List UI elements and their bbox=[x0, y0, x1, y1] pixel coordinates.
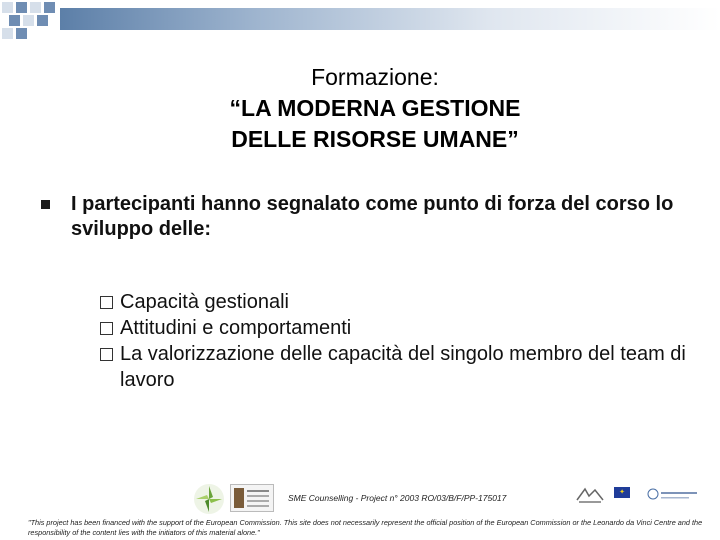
square-bullet-icon bbox=[41, 200, 50, 209]
checkbox-bullet-icon bbox=[100, 296, 113, 309]
checkbox-bullet-icon bbox=[100, 348, 113, 361]
footer-logo-bar bbox=[190, 482, 710, 516]
main-bullet-text: I partecipanti hanno segnalato come punto di forza del corso lo sviluppo delle: bbox=[71, 193, 674, 240]
list-item bbox=[100, 289, 700, 315]
main-bullet bbox=[40, 192, 680, 242]
leaf-logo-icon bbox=[192, 482, 226, 516]
list-item bbox=[100, 315, 700, 341]
partner-logo-icon bbox=[230, 484, 274, 512]
sub-bullet-list bbox=[100, 289, 700, 393]
title-line-3: DELLE RISORSE UMANE” bbox=[231, 126, 519, 152]
project-reference: SME Counselling - Project n° 2003 RO/03/B/F/PP-175017 bbox=[288, 493, 507, 503]
decorative-squares-icon bbox=[0, 0, 64, 44]
checkbox-bullet-icon bbox=[100, 322, 113, 335]
partner-logo-icon bbox=[575, 486, 605, 504]
slide-title bbox=[150, 62, 600, 155]
eu-flag-icon: ✦ bbox=[614, 487, 630, 498]
title-line-1: Formazione: bbox=[311, 64, 439, 90]
disclaimer-text: "This project has been financed with the support of the European Commission. This site does not necessarily represent the official position of the European Commission or the Leonardo da Vinci Centre and the responsibility of the content lies with the initiators of this material alone." bbox=[28, 518, 703, 537]
list-item-text: Attitudini e comportamenti bbox=[120, 317, 352, 339]
list-item bbox=[100, 341, 700, 393]
list-item-text: La valorizzazione delle capacità del singolo membro del team di lavoro bbox=[120, 343, 686, 391]
leonardo-logo-icon bbox=[645, 486, 700, 504]
title-line-2: “LA MODERNA GESTIONE bbox=[229, 95, 521, 121]
list-item-text: Capacità gestionali bbox=[120, 291, 289, 313]
header-gradient-band bbox=[60, 8, 720, 30]
